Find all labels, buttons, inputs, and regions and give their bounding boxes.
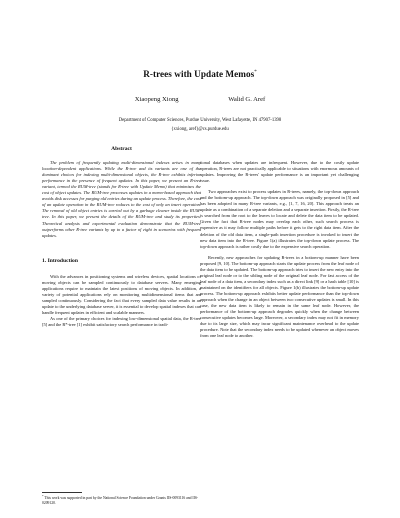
left-column bbox=[42, 146, 201, 328]
author-name: Walid G. Aref bbox=[228, 96, 266, 103]
paragraph: As one of the primary choices for indexing low-dimensional spatial data, the R-tree [5] and the R*-tree [1] exhibit satisfactory search performance in tradi- bbox=[42, 316, 201, 328]
footnote-mark: * bbox=[42, 494, 44, 498]
paragraph: Recently, new approaches for updating R-trees in a bottom-up manner have been proposed [9, 10]. The bottom-up approach starts the update process from the leaf node of the data item to be updated. The bottom-up approach tries to insert the new entry into the original leaf node or to the sibling node of the original leaf node. For fast access of the leaf node of a data item, a secondary index such as a direct link [9] or a hash table [10] is maintained on the identifiers for all objects. Figure 1(b) illustrates the bottom-up update process. The bottom-up approach exhibits better update performance than the top-down approach when the change in an object between two consecutive updates is small. In this case, the new data item is likely to remain in the same leaf node. However, the performance of the bottom-up approach degrades quickly when the change between consecutive updates becomes large. Moreover, a secondary index may not fit in memory due to its large size, which may incur significant maintenance overhead to the update procedure. Note that the secondary index needs to be updated whenever an object moves from one leaf node to another. bbox=[200, 254, 359, 339]
abstract bbox=[42, 160, 201, 239]
author-list bbox=[0, 96, 400, 103]
title-footnote-mark: * bbox=[254, 69, 257, 75]
footnote-rule bbox=[42, 492, 82, 493]
paragraph: Two approaches exist to process updates in R-trees, namely, the top-down approach and the bottom-up approach. The top-down approach was originally proposed in [5] and has been adopted in many R-tree variants, e.g., [1, 7, 16, 20]. This approach treats an update as a combination of a separate deletion and a separate insertion. Firstly, the R-tree is searched from the root to the leaves to locate and delete the data item to be updated. Given the fact that R-tree nodes may overlap each other, such search process is expensive as it may follow multiple paths before it gets to the right data item. After the deletion of the old data item, a single-path insertion procedure is invoked to insert the new data item into the R-tree. Figure 1(a) illustrates the top-down update process. The top-down approach is rather costly due to the expensive search operation. bbox=[200, 189, 359, 249]
right-column bbox=[200, 160, 359, 339]
affiliation-block bbox=[0, 116, 400, 134]
paragraph: With the advances in positioning systems and wireless devices, spatial locations of moving objects can be sampled continuously to database servers. Many emerging applications require to maintain the latest positions of moving objects. In addition, a variety of potential applications rely on monitoring multidimensional items that are sampled continuously. Considering the fact that every sampled data value results in an update to the underlying database server, it is essential to develop spatial indexes that can handle frequent updates in efficient and scalable manners. bbox=[42, 273, 201, 315]
abstract-heading: Abstract bbox=[111, 146, 132, 152]
paper-title bbox=[0, 69, 400, 79]
footnote bbox=[42, 494, 202, 506]
footnote-text: This work was supported in part by the National Science Foundation under Grants IIS-0093116 and IIS-0209120. bbox=[42, 496, 199, 506]
email: {xxiong, aref}@cs.purdue.edu bbox=[171, 127, 229, 132]
author-name: Xiaopeng Xiong bbox=[134, 96, 179, 103]
section-heading: 1. Introduction bbox=[42, 257, 78, 264]
paragraph: tional databases when updates are infrequent. However, due to the costly update operation, R-trees are not practically applicable to situations with enormous amounts of updates. Improving the R-trees' update performance is an important yet challenging issue. bbox=[200, 160, 359, 184]
abstract-text: The problem of frequently updating multi-dimensional indexes arises in many location-dependent applications. While the R-tree and its variants are one of the dominant choices for indexing multi-dimensional objects, the R-tree exhibits inferior performance in the presence of frequent updates. In this paper, we present an R-tree variant, termed the RUM-tree (stands for R-tree with Update Memo) that minimizes the cost of object updates. The RUM-tree processes updates in a memo-based approach that avoids disk accesses for purging old entries during an update process. Therefore, the cost of an update operation in the RUM-tree reduces to the cost of only an insert operation. The removal of old object entries is carried out by a garbage cleaner inside the RUM-tree. In this paper, we present the details of the RUM-tree and study its properties. Theoretical analysis and experimental evaluation demonstrate that the RUM-tree outperforms other R-tree variants by up to a factor of eight in scenarios with frequent updates. bbox=[42, 160, 201, 238]
title-text: R-trees with Update Memos bbox=[143, 69, 255, 79]
affiliation: Department of Computer Sciences, Purdue University, West Lafayette, IN 47907-1398 bbox=[118, 118, 282, 123]
